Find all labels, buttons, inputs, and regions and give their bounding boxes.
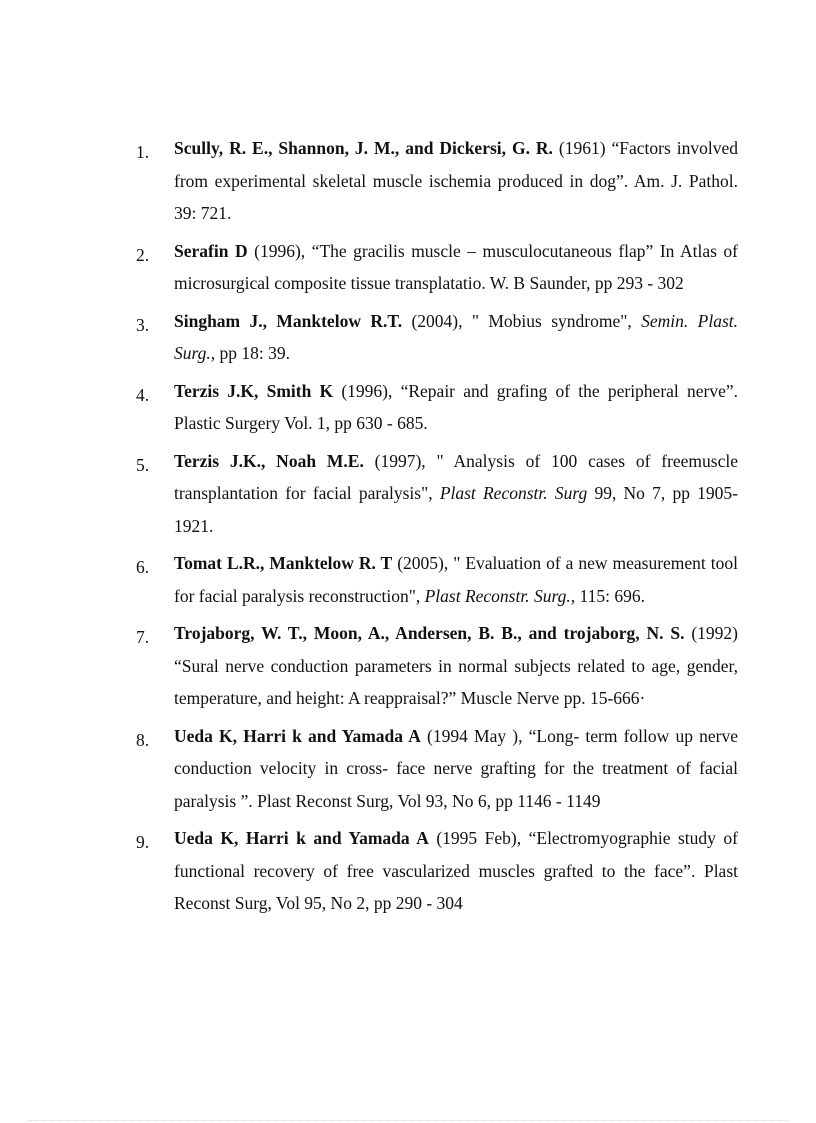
reference-number: 9. bbox=[136, 832, 150, 852]
reference-authors: Terzis J.K., Noah M.E. bbox=[174, 450, 364, 471]
reference-list bbox=[134, 132, 738, 925]
reference-number: 5. bbox=[136, 454, 150, 475]
reference-text: (1994 May ), “Long- term follow up nerve conduction velocity in cross- face nerve grafting for the treatment of facial paralysis ”. Plast Reconst Surg, Vol 93, No 6, pp 1146 - 1149 bbox=[174, 725, 738, 811]
reference-text-tail: 115: 696. bbox=[575, 585, 645, 606]
reference-number: 8. bbox=[136, 729, 150, 750]
reference-authors: Ueda K, Harri k and Yamada A bbox=[174, 828, 429, 848]
reference-text: (1997), " Analysis of 100 cases of freemuscle transplantation for facial paralysis", bbox=[174, 450, 738, 503]
reference-item bbox=[134, 617, 738, 715]
reference-number: 6. bbox=[136, 557, 150, 577]
reference-authors: Trojaborg, W. T., Moon, A., Andersen, B. B., and trojaborg, N. S. bbox=[174, 623, 685, 643]
reference-item bbox=[134, 132, 738, 230]
reference-text: (1961) “Factors involved from experimental skeletal muscle ischemia produced in dog”. Am. J. Pathol. 39: 721. bbox=[174, 138, 739, 223]
reference-item bbox=[134, 235, 738, 300]
reference-journal: Plast Reconstr. Surg bbox=[439, 483, 588, 503]
reference-authors: Singham J., Manktelow R.T. bbox=[174, 310, 403, 331]
reference-item bbox=[134, 305, 738, 370]
reference-item bbox=[134, 375, 738, 440]
reference-text: (1992) “Sural nerve conduction parameters in normal subjects related to age, gender, temperature, and height: A reappraisal?” Muscle Nerve pp. 15-666· bbox=[174, 623, 739, 708]
reference-authors: Tomat L.R., Manktelow R. T bbox=[174, 553, 393, 573]
reference-authors: Serafin D bbox=[174, 240, 248, 261]
reference-text: (1995 Feb), “Electromyographie study of functional recovery of free vascularized muscles grafted to the face”. Plast Reconst Surg, Vol 95, No 2, pp 290 - 304 bbox=[174, 828, 738, 913]
reference-item bbox=[134, 547, 738, 612]
reference-number: 7. bbox=[136, 627, 150, 647]
reference-number: 2. bbox=[136, 244, 150, 265]
reference-item bbox=[134, 720, 738, 818]
reference-authors: Terzis J.K, Smith K bbox=[174, 380, 334, 401]
reference-number: 4. bbox=[136, 384, 150, 405]
reference-number: 3. bbox=[136, 314, 150, 335]
reference-text-tail: 99, No 7, pp 1905- 1921. bbox=[174, 483, 738, 536]
page-bottom-divider bbox=[28, 1120, 788, 1121]
reference-text: (2004), " Mobius syndrome", bbox=[402, 310, 642, 331]
reference-item bbox=[134, 445, 738, 543]
reference-number: 1. bbox=[136, 142, 150, 162]
reference-journal: Plast Reconstr. Surg., bbox=[424, 585, 576, 606]
reference-text: (2005), " Evaluation of a new measurement tool for facial paralysis reconstruction", bbox=[174, 553, 738, 606]
reference-text-tail: pp 18: 39. bbox=[215, 343, 291, 363]
reference-authors: Scully, R. E., Shannon, J. M., and Dickersi, G. R. bbox=[174, 138, 553, 158]
reference-text: (1996), “The gracilis muscle – musculocutaneous flap” In Atlas of microsurgical composite tissue transplatatio. W. B Saunder, pp 293 - 302 bbox=[174, 240, 739, 293]
reference-item bbox=[134, 822, 738, 920]
reference-authors: Ueda K, Harri k and Yamada A bbox=[174, 725, 421, 746]
reference-text: (1996), “Repair and grafing of the peripheral nerve”. Plastic Surgery Vol. 1, pp 630 - 685. bbox=[174, 380, 738, 433]
reference-journal: Semin. Plast. Surg., bbox=[174, 310, 739, 363]
